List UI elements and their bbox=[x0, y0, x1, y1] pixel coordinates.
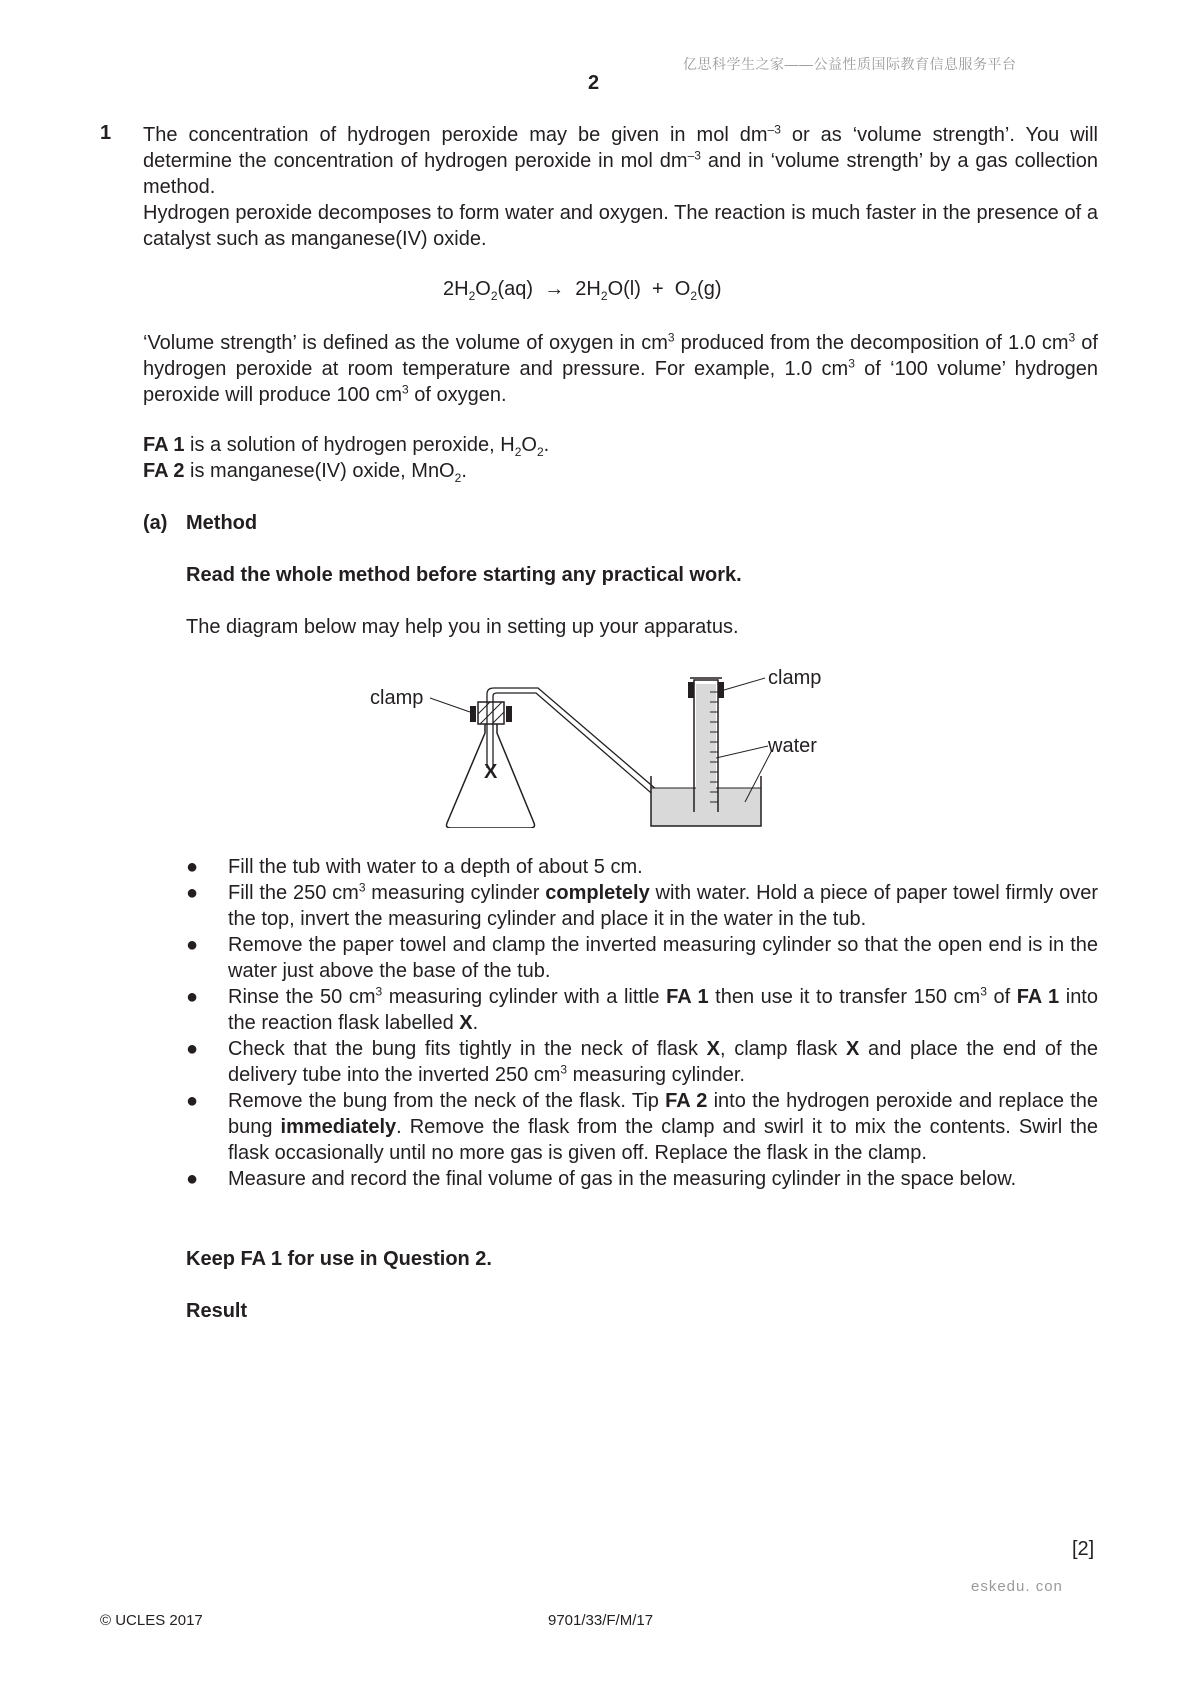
volume-strength-definition: ‘Volume strength’ is defined as the volume of oxygen in $cm^3$ produced from the decomposition of 1.0 $cm^3$ of hydrogen peroxide at room temperature and pressure. For example, 1.0 $cm^3$ of ‘100 volume’ hydrogen peroxide will produce 100 $cm^3$ of oxygen. bbox=[143, 330, 1098, 406]
page-number: 2 bbox=[588, 72, 600, 94]
method-steps bbox=[186, 854, 1098, 1192]
diagram-intro: The diagram below may help you in setting up your apparatus. bbox=[186, 616, 739, 638]
result-heading: Result bbox=[186, 1300, 248, 1322]
method-step: ● Remove the paper towel and clamp the inverted measuring cylinder so that the open end is in the water just above the base of the tub. bbox=[186, 934, 1098, 982]
apparatus-diagram bbox=[360, 658, 840, 828]
read-method-instruction: Read the whole method before starting any practical work. bbox=[186, 564, 742, 586]
label-clamp-left: clamp bbox=[370, 687, 424, 709]
intro-paragraph-1: The concentration of hydrogen peroxide may be given in mol $dm^{-3}$ or as ‘volume strength’. You will determine the concentration of hydrogen peroxide in mol $dm^{-3}$ and in ‘volume strength’ by a gas collection method. bbox=[143, 122, 1098, 198]
footer-watermark: eskedu. con bbox=[971, 1578, 1063, 1595]
method-step: ● Measure and record the final volume of gas in the measuring cylinder in the space below. bbox=[186, 1168, 1017, 1190]
method-step: ● Fill the tub with water to a depth of about 5 cm. bbox=[186, 856, 643, 878]
question-number: 1 bbox=[100, 122, 112, 144]
reaction-equation: $2H_2O_2(aq) \to 2H_2O(l) + O_2(g)$ bbox=[443, 278, 722, 303]
method-step: ● Remove the bung from the neck of the flask. Tip FA 2 into the hydrogen peroxide and replace the bung immediately. Remove the flask from the clamp and swirl it to mix the contents. Swirl the flask occasionally until no more gas is given off. Replace the flask in the clamp. bbox=[186, 1090, 1098, 1164]
paper-code: 9701/33/F/M/17 bbox=[548, 1612, 654, 1629]
method-step: ● Rinse the 50 $cm^3$ measuring cylinder with a little FA 1 then use it to transfer 150 $cm^3$ of FA 1 into the reaction flask labelled X. bbox=[186, 984, 1098, 1034]
label-clamp-right: clamp bbox=[768, 667, 822, 689]
label-flask-x: X bbox=[484, 761, 498, 783]
part-a-title: Method bbox=[186, 512, 258, 534]
left-clamp-jaw-left bbox=[470, 706, 476, 722]
marks-allocation: [2] bbox=[1072, 1538, 1095, 1560]
fa1-description: FA 1 is a solution of hydrogen peroxide, $H_2O_2$. bbox=[143, 434, 550, 459]
intro-paragraph-2: Hydrogen peroxide decomposes to form water and oxygen. The reaction is much faster in the presence of a catalyst such as manganese(IV) oxide. bbox=[143, 202, 1098, 250]
part-a-label: (a) bbox=[143, 512, 168, 534]
right-clamp-jaw-left bbox=[688, 682, 694, 698]
method-step: ● Check that the bung fits tightly in the neck of flask X, clamp flask X and place the end of the delivery tube into the inverted 250 $cm^3$ measuring cylinder. bbox=[186, 1038, 1099, 1086]
header-watermark: 亿思科学生之家——公益性质国际教育信息服务平台 bbox=[683, 56, 1017, 72]
cylinder-water bbox=[696, 684, 716, 812]
fa2-description: FA 2 is manganese(IV) oxide, MnO$_2$. bbox=[143, 460, 467, 485]
method-step: ● Fill the 250 $cm^3$ measuring cylinder completely with water. Hold a piece of paper towel firmly over the top, invert the measuring cylinder and place it in the water in the tub. bbox=[186, 880, 1098, 930]
right-clamp-jaw-right bbox=[718, 682, 724, 698]
left-clamp-jaw-right bbox=[506, 706, 512, 722]
label-water: water bbox=[768, 735, 817, 757]
copyright: © UCLES 2017 bbox=[100, 1612, 203, 1629]
keep-fa1-note: Keep FA 1 for use in Question 2. bbox=[186, 1248, 492, 1270]
